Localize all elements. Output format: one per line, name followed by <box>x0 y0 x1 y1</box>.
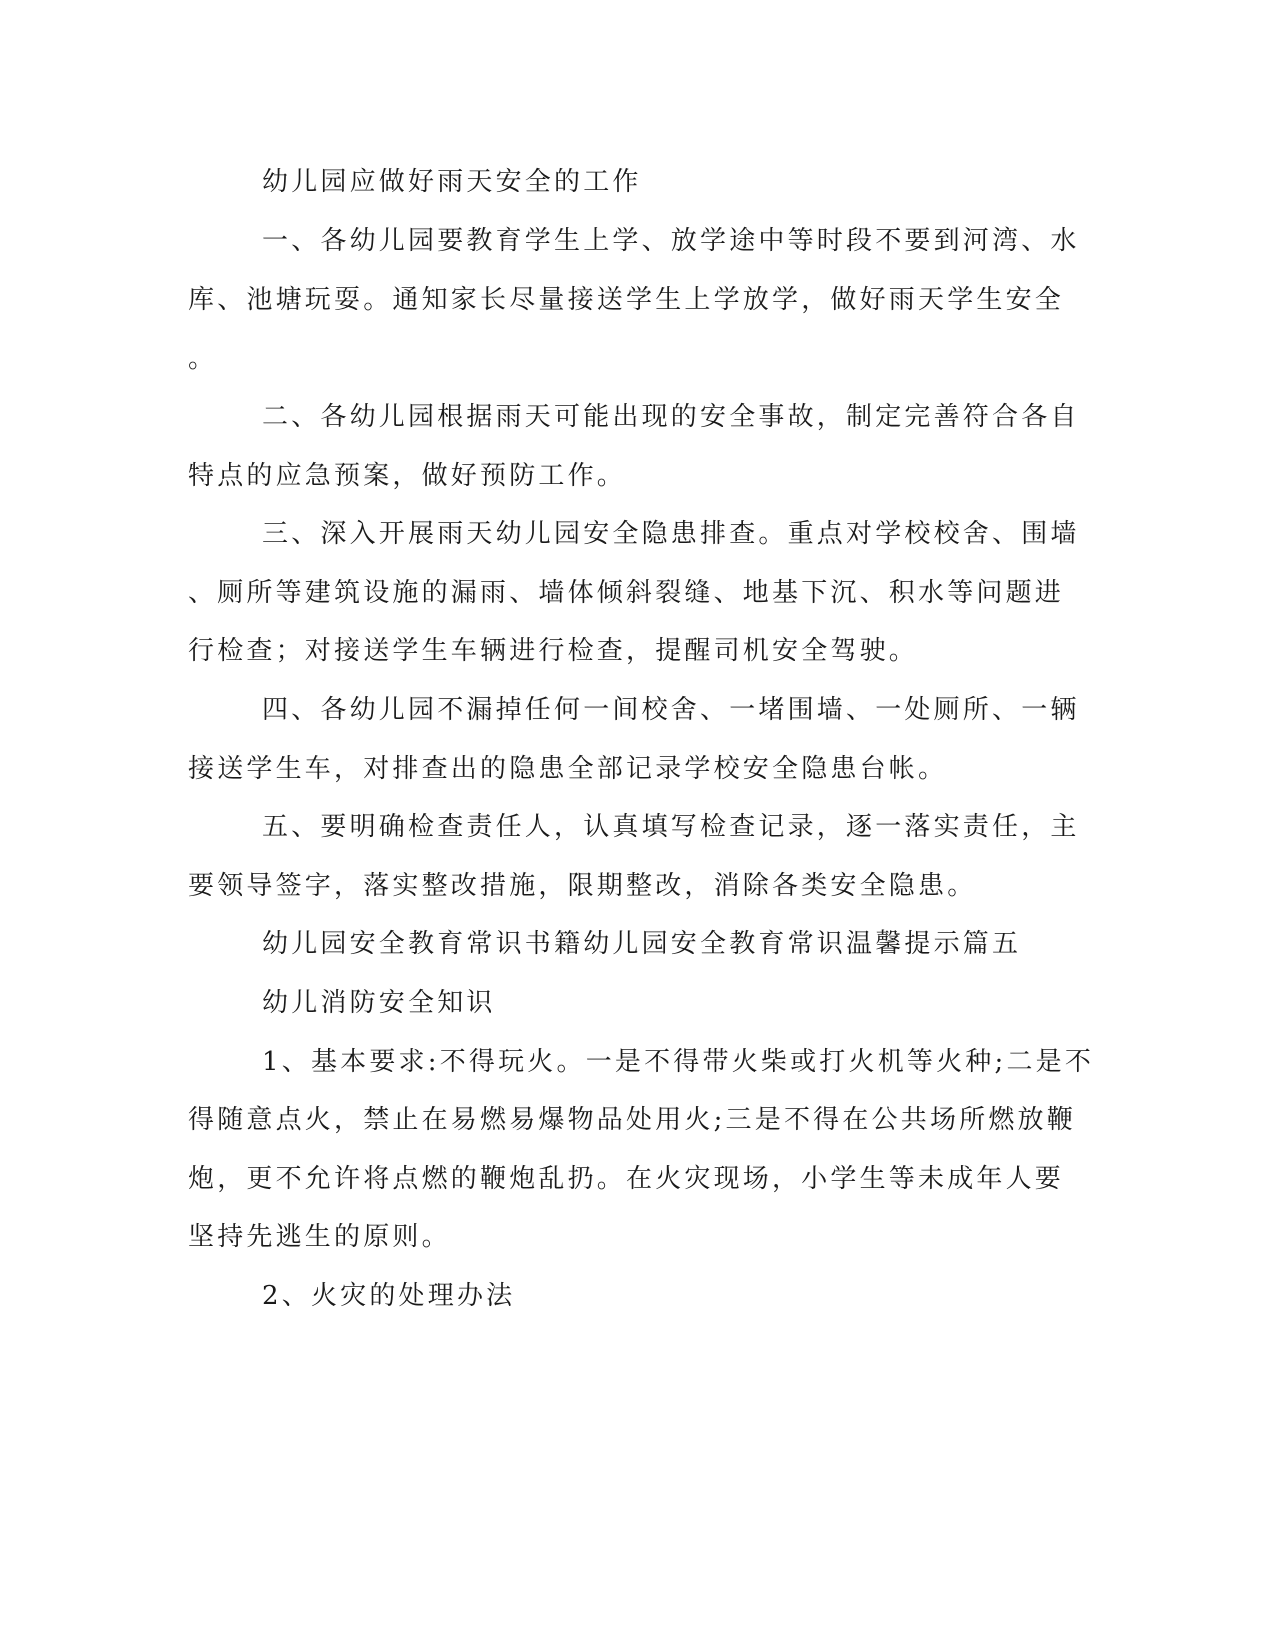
paragraph-line: 得随意点火，禁止在易燃易爆物品处用火;三是不得在公共场所燃放鞭 <box>188 1105 1076 1135</box>
paragraph-line: 库、池塘玩耍。通知家长尽量接送学生上学放学，做好雨天学生安全 <box>188 285 1065 315</box>
paragraph-line: 特点的应急预案，做好预防工作。 <box>188 461 627 491</box>
paragraph-line: 要领导签字，落实整改措施，限期整改，消除各类安全隐患。 <box>188 871 977 901</box>
paragraph-line: 坚持先逃生的原则。 <box>188 1222 451 1252</box>
paragraph-line: 四、各幼儿园不漏掉任何一间校舍、一堵围墙、一处厕所、一辆 <box>262 695 1080 725</box>
paragraph-line: 五、要明确检查责任人，认真填写检查记录，逐一落实责任，主 <box>262 812 1080 842</box>
paragraph-line: 2、火灾的处理办法 <box>262 1281 516 1311</box>
paragraph-line: 。 <box>188 344 218 374</box>
paragraph-line: 一、各幼儿园要教育学生上学、放学途中等时段不要到河湾、水 <box>262 226 1080 256</box>
paragraph-line: 三、深入开展雨天幼儿园安全隐患排查。重点对学校校舍、围墙 <box>262 519 1080 549</box>
paragraph-line: 、厕所等建筑设施的漏雨、墙体倾斜裂缝、地基下沉、积水等问题进 <box>188 578 1065 608</box>
section-heading: 幼儿园应做好雨天安全的工作 <box>262 167 642 197</box>
paragraph-line: 炮，更不允许将点燃的鞭炮乱扔。在火灾现场，小学生等未成年人要 <box>188 1164 1065 1194</box>
paragraph-line: 行检查；对接送学生车辆进行检查，提醒司机安全驾驶。 <box>188 636 919 666</box>
section-heading: 幼儿消防安全知识 <box>262 988 496 1018</box>
section-heading: 幼儿园安全教育常识书籍幼儿园安全教育常识温馨提示篇五 <box>262 929 1022 959</box>
paragraph-line: 二、各幼儿园根据雨天可能出现的安全事故，制定完善符合各自 <box>262 402 1080 432</box>
paragraph-line: 接送学生车，对排查出的隐患全部记录学校安全隐患台帐。 <box>188 754 948 784</box>
paragraph-line: 1、基本要求:不得玩火。一是不得带火柴或打火机等火种;二是不 <box>262 1047 1095 1077</box>
